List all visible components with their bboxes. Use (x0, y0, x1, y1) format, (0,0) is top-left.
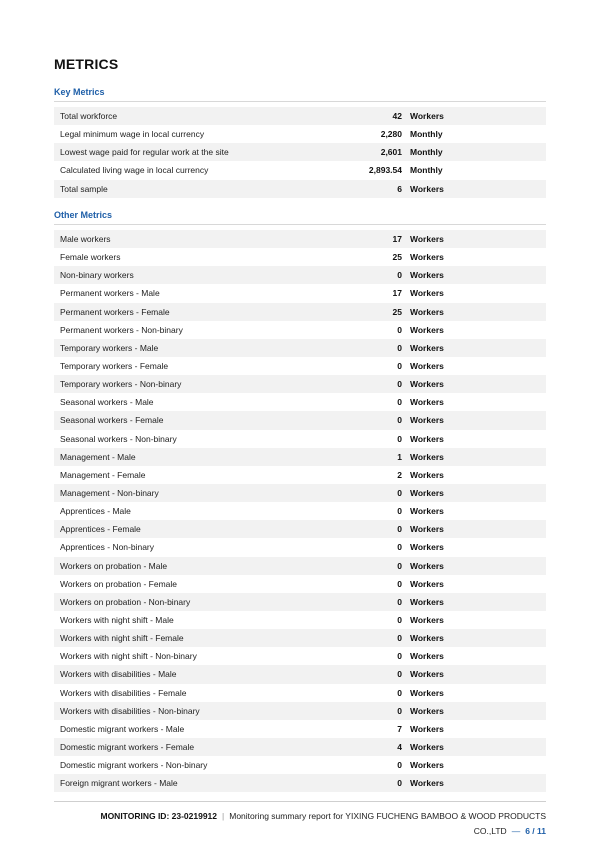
metric-unit: Workers (410, 687, 444, 698)
metric-unit: Workers (410, 183, 444, 194)
metric-label: Workers with disabilities - Female (60, 687, 187, 698)
table-row (54, 720, 546, 738)
table-row (54, 466, 546, 484)
table-row (54, 684, 546, 702)
metric-value: 0 (397, 615, 402, 626)
metric-value: 2,601 (380, 147, 402, 158)
metric-value: 0 (397, 560, 402, 571)
metric-value: 4 (397, 742, 402, 752)
table-row (54, 575, 546, 593)
report-title: Monitoring summary report for YIXING FUCHENG BAMBOO & WOOD PRODUCTS (229, 811, 546, 821)
metric-label: Temporary workers - Male (60, 342, 159, 353)
metric-value: 17 (392, 288, 402, 299)
page-number: 6 / 11 (525, 826, 546, 836)
table-row (54, 180, 546, 198)
metric-unit: Workers (410, 415, 444, 426)
metric-unit: Workers (410, 252, 444, 263)
other-metrics-table (54, 230, 546, 792)
table-row (54, 665, 546, 683)
metric-value: 7 (397, 723, 402, 734)
metric-value: 0 (397, 542, 402, 553)
footer-divider (54, 801, 546, 802)
metric-unit: Workers (410, 578, 444, 589)
metric-unit: Workers (410, 633, 444, 644)
table-row (54, 448, 546, 466)
table-row (54, 629, 546, 647)
section-divider (54, 101, 546, 102)
metric-unit: Workers (410, 705, 444, 716)
metric-label: Male workers (60, 234, 111, 245)
metric-unit: Workers (410, 342, 444, 353)
metric-label: Seasonal workers - Non-binary (60, 433, 177, 444)
metric-label: Permanent workers - Non-binary (60, 324, 183, 335)
table-row (54, 339, 546, 357)
metric-unit: Workers (410, 723, 444, 734)
table-row (54, 484, 546, 502)
metric-label: Management - Female (60, 469, 146, 480)
metric-unit: Workers (410, 469, 444, 480)
table-row (54, 647, 546, 665)
metric-label: Domestic migrant workers - Non-binary (60, 760, 208, 771)
metric-label: Apprentices - Female (60, 524, 141, 535)
table-row (54, 143, 546, 161)
metric-unit: Workers (410, 111, 444, 122)
metric-label: Permanent workers - Male (60, 288, 160, 299)
table-row (54, 611, 546, 629)
metric-label: Legal minimum wage in local currency (60, 129, 205, 140)
table-row (54, 303, 546, 321)
table-row (54, 430, 546, 448)
table-row (54, 520, 546, 538)
metric-label: Workers on probation - Male (60, 560, 168, 571)
table-row (54, 230, 546, 248)
metric-label: Workers on probation - Female (60, 578, 178, 589)
metric-unit: Workers (410, 361, 444, 372)
metric-value: 0 (397, 342, 402, 353)
table-row (54, 593, 546, 611)
metric-value: 0 (397, 379, 402, 390)
metric-value: 0 (397, 506, 402, 517)
metric-label: Domestic migrant workers - Male (60, 723, 185, 734)
table-row (54, 284, 546, 302)
metric-value: 0 (397, 270, 402, 281)
metric-label: Seasonal workers - Female (60, 415, 164, 426)
metric-label: Workers with disabilities - Male (60, 669, 177, 680)
metric-unit: Workers (410, 560, 444, 571)
metric-label: Total sample (60, 183, 108, 194)
metric-value: 0 (397, 669, 402, 680)
table-row (54, 738, 546, 756)
footer (100, 811, 546, 821)
table-row (54, 538, 546, 556)
metric-unit: Workers (410, 288, 444, 299)
metric-label: Workers with night shift - Male (60, 615, 174, 626)
metric-label: Non-binary workers (60, 270, 134, 281)
metric-value: 0 (397, 361, 402, 372)
table-row (54, 393, 546, 411)
metric-unit: Workers (410, 506, 444, 517)
metric-value: 0 (397, 760, 402, 771)
metric-label: Workers with night shift - Non-binary (60, 651, 197, 662)
metric-unit: Workers (410, 651, 444, 662)
metric-value: 0 (397, 596, 402, 607)
metric-label: Apprentices - Non-binary (60, 542, 155, 553)
metric-label: Domestic migrant workers - Female (60, 742, 195, 752)
metric-value: 0 (397, 578, 402, 589)
metric-unit: Workers (410, 742, 444, 752)
other-metrics-heading: Other Metrics (54, 210, 113, 220)
table-row (54, 321, 546, 339)
metric-label: Foreign migrant workers - Male (60, 778, 178, 789)
metric-unit: Monthly (410, 165, 443, 176)
metric-unit: Workers (410, 433, 444, 444)
metric-unit: Workers (410, 615, 444, 626)
metric-unit: Monthly (410, 129, 443, 140)
metric-label: Seasonal workers - Male (60, 397, 154, 408)
metric-unit: Monthly (410, 147, 443, 158)
monitoring-id: MONITORING ID: 23-0219912 (100, 811, 218, 821)
metric-value: 0 (397, 433, 402, 444)
table-row (54, 557, 546, 575)
table-row (54, 502, 546, 520)
metric-unit: Workers (410, 270, 444, 281)
metric-unit: Workers (410, 669, 444, 680)
metric-label: Temporary workers - Female (60, 361, 169, 372)
metric-value: 0 (397, 324, 402, 335)
metric-unit: Workers (410, 379, 444, 390)
metric-label: Permanent workers - Female (60, 306, 170, 317)
metric-label: Female workers (60, 252, 121, 263)
metric-value: 0 (397, 705, 402, 716)
table-row (54, 411, 546, 429)
page-title: METRICS (54, 56, 119, 72)
key-metrics-heading: Key Metrics (54, 87, 105, 97)
footer-dash: — (511, 826, 521, 836)
metric-label: Workers with night shift - Female (60, 633, 184, 644)
footer-separator: | (222, 811, 225, 821)
metric-value: 0 (397, 687, 402, 698)
metric-unit: Workers (410, 306, 444, 317)
report-title-continuation: CO.,LTD (473, 826, 507, 836)
metric-unit: Workers (410, 778, 444, 789)
metric-unit: Workers (410, 596, 444, 607)
metric-value: 0 (397, 651, 402, 662)
metric-value: 0 (397, 415, 402, 426)
metric-value: 42 (392, 111, 402, 122)
metric-unit: Workers (410, 524, 444, 535)
table-row (54, 375, 546, 393)
metric-label: Total workforce (60, 111, 118, 122)
metric-unit: Workers (410, 488, 444, 499)
metric-label: Apprentices - Male (60, 506, 131, 517)
metric-label: Workers with disabilities - Non-binary (60, 705, 200, 716)
metric-unit: Workers (410, 397, 444, 408)
key-metrics-table (54, 107, 546, 198)
metric-unit: Workers (410, 324, 444, 335)
metric-value: 2,280 (380, 129, 402, 140)
table-row (54, 107, 546, 125)
table-row (54, 357, 546, 375)
table-row (54, 161, 546, 179)
metric-value: 17 (392, 234, 402, 245)
section-divider (54, 224, 546, 225)
table-row (54, 756, 546, 774)
metric-label: Temporary workers - Non-binary (60, 379, 182, 390)
metric-value: 0 (397, 778, 402, 789)
table-row (54, 125, 546, 143)
metric-label: Management - Male (60, 451, 136, 462)
metric-label: Management - Non-binary (60, 488, 159, 499)
metric-value: 0 (397, 397, 402, 408)
table-row (54, 702, 546, 720)
metric-value: 0 (397, 524, 402, 535)
metric-value: 2 (397, 469, 402, 480)
metric-value: 0 (397, 488, 402, 499)
metric-unit: Workers (410, 760, 444, 771)
table-row (54, 774, 546, 792)
metric-value: 2,893.54 (368, 165, 402, 176)
metric-label: Calculated living wage in local currency (60, 165, 209, 176)
metric-value: 6 (397, 183, 402, 194)
metric-label: Lowest wage paid for regular work at the site (60, 147, 229, 158)
table-row (54, 266, 546, 284)
metric-value: 25 (392, 306, 402, 317)
metric-value: 0 (397, 633, 402, 644)
metric-value: 1 (397, 451, 402, 462)
metric-unit: Workers (410, 234, 444, 245)
footer-continuation (474, 826, 546, 836)
metric-unit: Workers (410, 542, 444, 553)
metric-label: Workers on probation - Non-binary (60, 596, 191, 607)
metric-value: 25 (392, 252, 402, 263)
metric-unit: Workers (410, 451, 444, 462)
table-row (54, 248, 546, 266)
